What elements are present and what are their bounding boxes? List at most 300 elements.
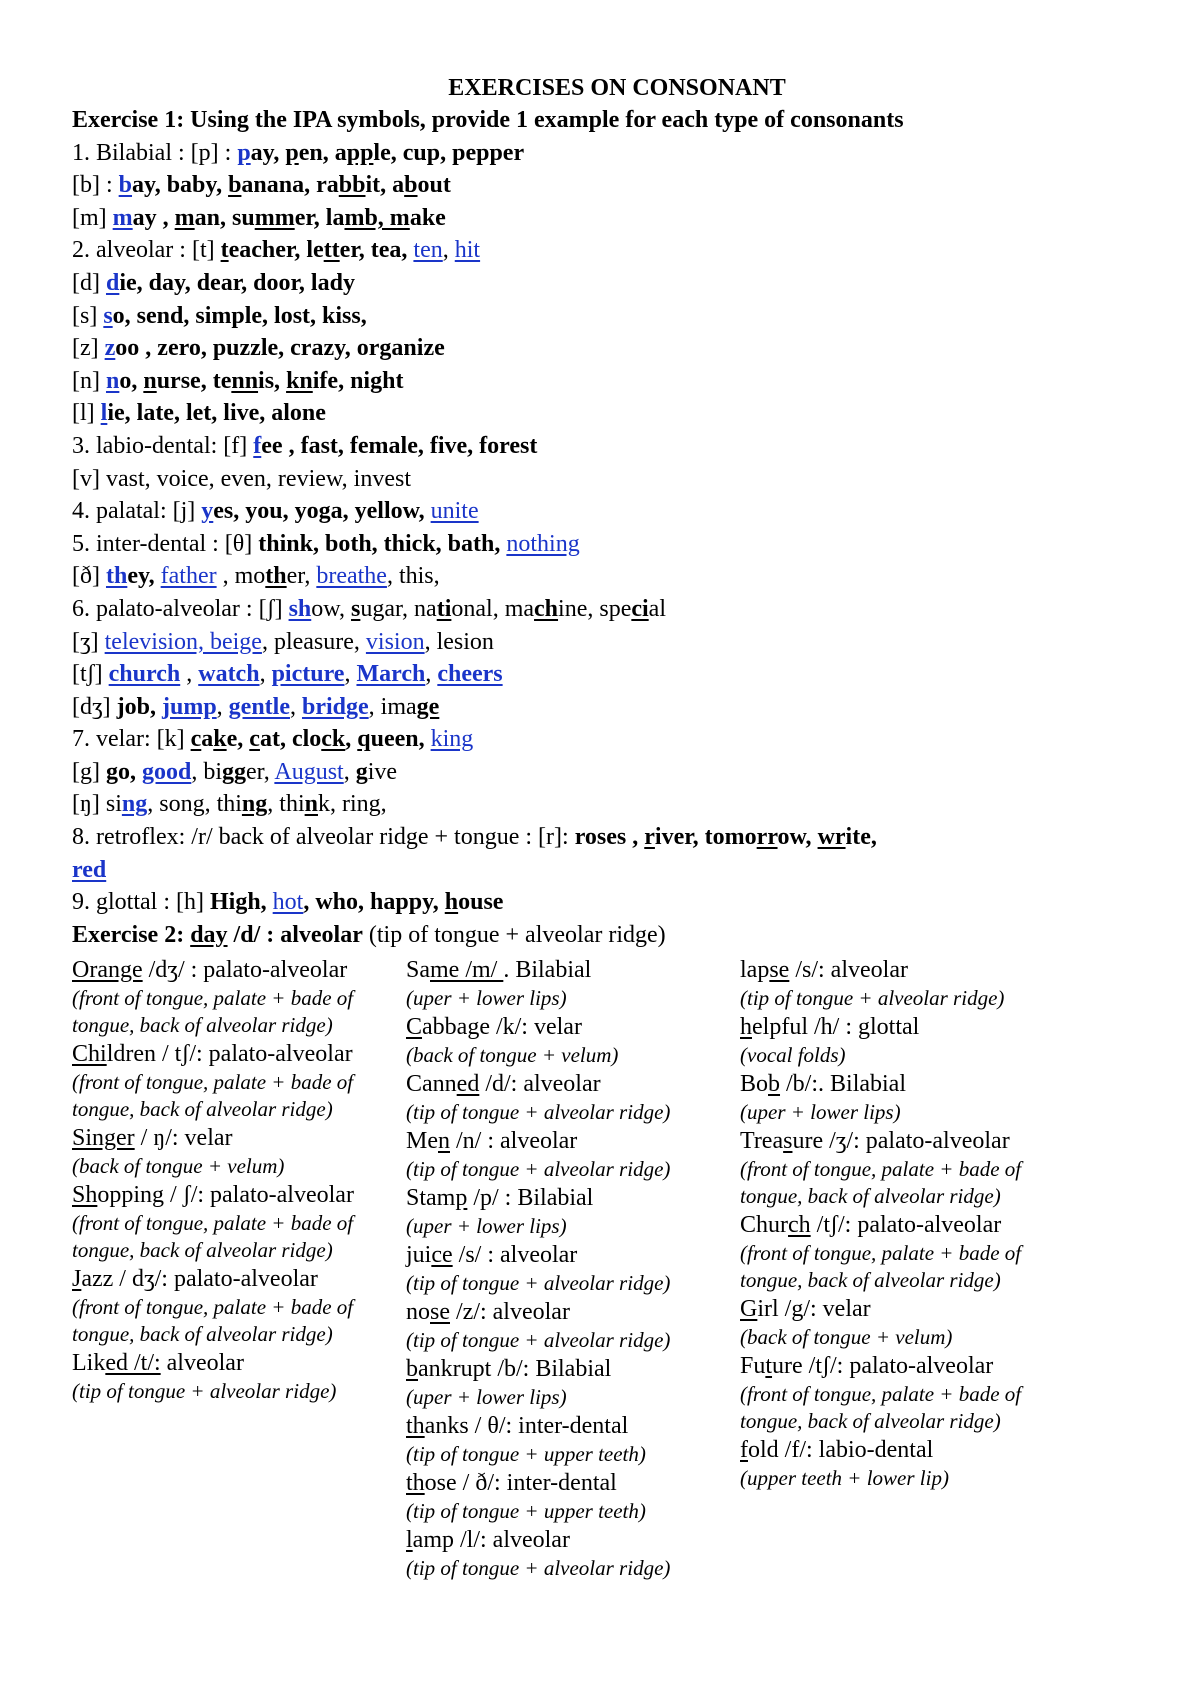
text-run: ueen, [370, 726, 431, 753]
text-run: b [228, 172, 242, 199]
text-run: , [216, 693, 229, 720]
exercise1-line [72, 397, 1132, 430]
consonant-entry [406, 1411, 736, 1468]
text-run: Orange [72, 957, 143, 983]
text-run: , [180, 661, 199, 688]
exercise1-line [72, 854, 1132, 887]
text-run: 5. inter-dental : [θ] [72, 530, 259, 557]
exercise1-line [72, 788, 1132, 821]
entry-term [72, 1039, 402, 1069]
text-run: Bo [740, 1071, 769, 1097]
consonant-entry [740, 955, 1085, 1012]
text-run: gg [222, 758, 247, 785]
entry-note: (back of tongue + velum) [72, 1154, 285, 1178]
entry-term [740, 1012, 1085, 1042]
example-link: l [100, 400, 108, 427]
text-run: /z/: alveolar [450, 1299, 570, 1325]
consonant-entry [406, 1297, 736, 1354]
entry-note: (vocal folds) [740, 1043, 846, 1067]
text-run: 9. glottal : [h] [72, 889, 210, 916]
example-link: b [118, 172, 133, 199]
text-run: onal, ma [451, 595, 535, 622]
consonant-entry [740, 1435, 1085, 1492]
text-run: [ʒ] [72, 628, 105, 655]
text-run: [ð] [72, 563, 106, 590]
entry-term [72, 955, 402, 985]
text-run: c [190, 726, 202, 753]
entry-note: (front of tongue, palate + bade of tongue, back of alveolar ridge) [72, 1211, 354, 1262]
text-run: J [72, 1266, 82, 1292]
text-run: th [265, 563, 287, 590]
text-run: ti [436, 595, 452, 622]
text-run: t [220, 237, 229, 264]
text-run: ow, [311, 595, 352, 622]
text-run: , [289, 693, 302, 720]
text-run: , [442, 237, 455, 264]
text-run: ankrupt /b/: Bilabial [418, 1356, 612, 1382]
example-link: f [253, 432, 262, 459]
exercise1-line [72, 332, 1132, 365]
entry-term [740, 1210, 1085, 1240]
entry-term [72, 1264, 402, 1294]
exercise1-line [72, 137, 1132, 170]
text-run: n [143, 367, 157, 394]
text-run: ck [321, 726, 346, 753]
entry-note: (uper + lower lips) [406, 1385, 567, 1409]
example-link: picture [271, 661, 345, 688]
example-link: p [237, 139, 251, 166]
text-run: , [343, 758, 356, 785]
example-link: y [201, 498, 214, 525]
text-run: out [417, 172, 451, 199]
entry-note: (tip of tongue + upper teeth) [406, 1442, 646, 1466]
entry-note: (front of tongue, palate + bade of tongue, back of alveolar ridge) [740, 1241, 1022, 1292]
text-run: th [406, 1470, 425, 1496]
example-link: cheers [437, 661, 503, 688]
exercise1-line [72, 300, 1132, 333]
entry-note: (uper + lower lips) [406, 1214, 567, 1238]
text-run: [g] [72, 758, 106, 785]
consonant-entry [406, 1183, 736, 1240]
exercise1-line [72, 593, 1132, 626]
exercise1-list [72, 137, 1132, 919]
text-run: b [404, 172, 418, 199]
text-run: ure /tʃ/: palato-alveolar [772, 1353, 994, 1379]
example-link: red [72, 856, 107, 883]
text-run: ouse [458, 889, 504, 916]
entry-note: (tip of tongue + alveolar ridge) [406, 1271, 671, 1295]
text-run: ge [416, 693, 440, 720]
text-run: ed [456, 1071, 480, 1097]
text-run: ive [367, 758, 398, 785]
text-run: anana, ra [241, 172, 339, 199]
consonant-entry [406, 1525, 736, 1582]
example-link: watch [198, 661, 260, 688]
exercise1-line [72, 723, 1132, 756]
text-run: Me [406, 1128, 438, 1154]
text-run: le, cup, pepper [373, 139, 525, 166]
text-run: mm [254, 204, 295, 231]
text-run: se [769, 957, 790, 983]
exercise1-line [72, 495, 1132, 528]
text-run: n [304, 791, 318, 818]
text-run: , [345, 726, 358, 753]
text-run: [d] [72, 269, 106, 296]
text-run: e, [226, 726, 250, 753]
text-run: [ŋ] si [72, 791, 122, 818]
text-run: se [430, 1299, 450, 1325]
text-run: ow, [777, 824, 818, 851]
text-run: g [355, 758, 368, 785]
consonant-entry [72, 1123, 402, 1180]
example-link: television, beige [104, 628, 262, 655]
text-run: , this, [386, 563, 440, 590]
example-link: ng [121, 791, 148, 818]
text-run: ife, night [312, 367, 404, 394]
consonant-entry [72, 1039, 402, 1123]
exercise1-line [72, 365, 1132, 398]
text-run: 2. alveolar : [t] [72, 237, 221, 264]
text-run: tt [323, 237, 340, 264]
text-run: [z] [72, 335, 105, 362]
text-run: ugar, na [360, 595, 437, 622]
text-run: er, la [294, 204, 345, 231]
consonant-entry [406, 1126, 736, 1183]
text-run: /d/ : alveolar [227, 921, 363, 948]
text-run: /b/:. Bilabial [780, 1071, 907, 1097]
entry-note: (front of tongue, palate + bade of tongue, back of alveolar ridge) [72, 1070, 354, 1121]
text-run: azz / dʒ/: palato-alveolar [81, 1266, 318, 1292]
text-run: an, su [194, 204, 255, 231]
text-run: ed /t/: [105, 1350, 161, 1376]
text-run: b [768, 1071, 781, 1097]
exercise1-line [72, 430, 1132, 463]
example-link: unite [430, 498, 479, 525]
text-run: , mo [216, 563, 266, 590]
text-run: ch [534, 595, 559, 622]
example-link: n [105, 367, 120, 394]
entry-note: (tip of tongue + upper teeth) [406, 1499, 646, 1523]
text-run: ci [631, 595, 649, 622]
text-run: n [438, 1128, 450, 1154]
entry-term [72, 1348, 402, 1378]
text-run: Stam [406, 1185, 456, 1211]
text-run: [n] [72, 367, 106, 394]
text-run: ee , fast, female, five, forest [261, 432, 538, 459]
entry-note: (front of tongue, palate + bade of tongue, back of alveolar ridge) [72, 986, 354, 1037]
text-run: ch [788, 1212, 811, 1238]
text-run: ine, spe [558, 595, 632, 622]
entry-term [72, 1123, 402, 1153]
text-run: [m] [72, 204, 113, 231]
consonant-entry [406, 1012, 736, 1069]
text-run: er, [286, 563, 317, 590]
consonant-entry [740, 1126, 1085, 1210]
entry-term [406, 1411, 736, 1441]
exercise1-line [72, 169, 1132, 202]
text-run: mb, m [344, 204, 410, 231]
text-run: kn [286, 367, 313, 394]
text-run: r [644, 824, 655, 851]
text-run: ie, late, let, live, alone [107, 400, 326, 427]
page-title: EXERCISES ON CONSONANT [448, 75, 786, 101]
text-run: me /m/ [430, 957, 504, 983]
text-run: G [740, 1296, 758, 1322]
text-run: Exercise 2: [72, 921, 191, 948]
example-link: th [105, 563, 128, 590]
text-run: ay , [132, 204, 175, 231]
consonant-entry [406, 1354, 736, 1411]
text-run: amp /l/: alveolar [412, 1527, 570, 1553]
text-run: , song, thi [147, 791, 242, 818]
text-run: /p/ : Bilabial [467, 1185, 594, 1211]
text-run: , thi [267, 791, 305, 818]
exercise1-line [72, 528, 1132, 561]
text-run: irl /g/: velar [757, 1296, 871, 1322]
entry-note: (tip of tongue + alveolar ridge) [406, 1100, 671, 1124]
entry-note: (back of tongue + velum) [740, 1325, 953, 1349]
example-link: m [112, 204, 133, 231]
exercise2-column-3 [740, 955, 1085, 1492]
text-run: 6. palato-alveolar : [ʃ] [72, 595, 289, 622]
text-run: 4. palatal: [j] [72, 498, 202, 525]
text-run: b [406, 1356, 418, 1382]
text-run: , [344, 661, 357, 688]
entry-term [406, 1525, 736, 1555]
example-link: d [105, 269, 120, 296]
text-run: ite, [845, 824, 877, 851]
text-run: k, ring, [317, 791, 387, 818]
text-run: rr [756, 824, 778, 851]
text-run: th [406, 1413, 425, 1439]
consonant-entry [740, 1012, 1085, 1069]
text-run: C [406, 1014, 423, 1040]
entry-term [406, 1354, 736, 1384]
exercise2-column-1 [72, 955, 402, 1405]
example-link: church [108, 661, 181, 688]
text-run: Chur [740, 1212, 788, 1238]
entry-term [406, 1069, 736, 1099]
text-run: er, tea, [339, 237, 414, 264]
exercise1-line [72, 658, 1132, 691]
entry-note: (front of tongue, palate + bade of tongue, back of alveolar ridge) [740, 1157, 1022, 1208]
text-run: g [105, 758, 118, 785]
exercise1-line [72, 821, 1132, 854]
entry-term [406, 1183, 736, 1213]
text-run: lap [740, 957, 770, 983]
text-run: [v] vast, voice, even, review, invest [72, 465, 411, 492]
example-link: king [430, 726, 474, 753]
entry-term [406, 1012, 736, 1042]
consonant-entry [72, 955, 402, 1039]
consonant-entry [72, 1180, 402, 1264]
text-run: ake [409, 204, 446, 231]
entry-term [406, 1126, 736, 1156]
text-run: ay, baby, [132, 172, 229, 199]
text-run: q [357, 726, 371, 753]
text-run: /s/: alveolar [789, 957, 908, 983]
text-run: iver, tomo [654, 824, 757, 851]
text-run: /dʒ/ : palato-alveolar [142, 957, 348, 983]
text-run: at, clo [259, 726, 322, 753]
entry-note: (tip of tongue + alveolar ridge) [406, 1157, 671, 1181]
consonant-entry [740, 1069, 1085, 1126]
text-run: no [406, 1299, 430, 1325]
example-link: gentle [228, 693, 290, 720]
example-link: bridge [301, 693, 369, 720]
text-run: ie, day, dear, door, lady [119, 269, 355, 296]
text-run: ldren / tʃ/: palato-alveolar [106, 1041, 353, 1067]
exercise2-column-2 [406, 955, 736, 1582]
entry-term [406, 1297, 736, 1327]
entry-term [72, 1180, 402, 1210]
exercise1-line [72, 560, 1132, 593]
text-run: al [648, 595, 666, 622]
entry-note: (back of tongue + velum) [406, 1043, 619, 1067]
entry-term [740, 955, 1085, 985]
example-link: vision [365, 628, 425, 655]
exercise1-line [72, 202, 1132, 235]
entry-term [740, 1294, 1085, 1324]
example-link: sh [288, 595, 312, 622]
text-run: / ŋ/: velar [134, 1125, 233, 1151]
text-run: 8. retroflex: /r/ back of alveolar ridge + tongue : [r]: [72, 824, 575, 851]
text-run: is, [258, 367, 287, 394]
example-link: breathe [316, 563, 387, 590]
text-run: p [285, 139, 299, 166]
text-run: ce [431, 1242, 453, 1268]
text-run: , ima [368, 693, 417, 720]
consonant-entry [740, 1294, 1085, 1351]
example-link: hot [272, 889, 304, 916]
text-run: Singer [72, 1125, 135, 1151]
text-run: alveolar [160, 1350, 244, 1376]
exercise1-line [72, 463, 1132, 496]
consonant-entry [72, 1348, 402, 1405]
text-run: abbage /k/: velar [422, 1014, 582, 1040]
text-run: [tʃ] [72, 661, 109, 688]
text-run: t [765, 1353, 773, 1379]
consonant-entry [406, 1468, 736, 1525]
entry-note: (uper + lower lips) [406, 986, 567, 1010]
text-run: [dʒ] [72, 693, 117, 720]
exercise1-line [72, 756, 1132, 789]
text-run: roses , [574, 824, 645, 851]
text-run: 3. labio-dental: [f] [72, 432, 254, 459]
text-run: /n/ : alveolar [450, 1128, 578, 1154]
text-run: c [249, 726, 260, 753]
consonant-entry [406, 1240, 736, 1297]
text-run: , [259, 661, 272, 688]
text-run: day [190, 921, 228, 948]
text-run: ose / ð/: inter-dental [424, 1470, 617, 1496]
text-run: , lesion [424, 628, 494, 655]
entry-note: (tip of tongue + alveolar ridge) [740, 986, 1005, 1010]
text-run: l [406, 1527, 413, 1553]
text-run: o, [117, 758, 142, 785]
text-run: s [351, 595, 361, 622]
text-run: Cann [406, 1071, 457, 1097]
example-link: ten [413, 237, 443, 264]
text-run: anks / θ/: inter-dental [424, 1413, 629, 1439]
text-run: Chi [72, 1041, 107, 1067]
text-run: pp [346, 139, 374, 166]
text-run: Sh [72, 1182, 98, 1208]
text-run: job, [116, 693, 162, 720]
text-run: [s] [72, 302, 104, 329]
text-run: opping / ʃ/: palato-alveolar [97, 1182, 354, 1208]
text-run: , bi [191, 758, 223, 785]
entry-note: (upper teeth + lower lip) [740, 1466, 949, 1490]
text-run: ng [241, 791, 268, 818]
consonant-entry [406, 1069, 736, 1126]
text-run: old /f/: labio-dental [748, 1437, 934, 1463]
example-link: good [141, 758, 192, 785]
entry-term [406, 1468, 736, 1498]
text-run: h [740, 1014, 752, 1040]
text-run: nn [231, 367, 259, 394]
text-run: urse, te [156, 367, 232, 394]
text-run: f [740, 1437, 748, 1463]
text-run: s [783, 1128, 793, 1154]
text-run: er, [246, 758, 275, 785]
entry-term [740, 1069, 1085, 1099]
consonant-entry [740, 1351, 1085, 1435]
text-run: Fu [740, 1353, 766, 1379]
text-run: k [213, 726, 227, 753]
text-run: , who, happy, [303, 889, 445, 916]
example-link: March [356, 661, 426, 688]
text-run: ure /ʒ/: palato-alveolar [792, 1128, 1010, 1154]
text-run: bb [338, 172, 366, 199]
example-link: s [103, 302, 113, 329]
text-run: elpful /h/ : glottal [752, 1014, 920, 1040]
exercise1-line [72, 691, 1132, 724]
entry-note: (tip of tongue + alveolar ridge) [406, 1556, 671, 1580]
text-run: o, send, simple, lost, kiss, [112, 302, 367, 329]
example-link: jump [161, 693, 217, 720]
text-run: Trea [740, 1128, 784, 1154]
entry-term [740, 1126, 1085, 1156]
text-run: Lik [72, 1350, 106, 1376]
entry-note: (front of tongue, palate + bade of tongue, back of alveolar ridge) [72, 1295, 354, 1346]
text-run: [l] [72, 400, 101, 427]
text-run: o, [119, 367, 144, 394]
text-run: oo , zero, puzzle, crazy, organize [115, 335, 445, 362]
document-page [72, 72, 1132, 951]
text-run: . Bilabial [503, 957, 592, 983]
entry-note: (tip of tongue + alveolar ridge) [72, 1379, 337, 1403]
consonant-entry [740, 1210, 1085, 1294]
entry-term [740, 1351, 1085, 1381]
example-link: father [160, 563, 217, 590]
example-link: August [274, 758, 344, 785]
entry-note: (front of tongue, palate + bade of tongue, back of alveolar ridge) [740, 1382, 1022, 1433]
text-run: (tip of tongue + alveolar ridge) [362, 921, 666, 948]
text-run: Sa [406, 957, 430, 983]
entry-term [406, 1240, 736, 1270]
text-run: eacher, le [228, 237, 324, 264]
example-link: nothing [506, 530, 580, 557]
text-run: /s/ : alveolar [452, 1242, 578, 1268]
entry-note: (tip of tongue + alveolar ridge) [406, 1328, 671, 1352]
example-link: hit [454, 237, 481, 264]
exercise1-line [72, 886, 1132, 919]
text-run: h [444, 889, 459, 916]
exercise2-heading [72, 919, 1132, 952]
entry-term [406, 955, 736, 985]
text-run: es, you, yoga, yellow, [213, 498, 431, 525]
